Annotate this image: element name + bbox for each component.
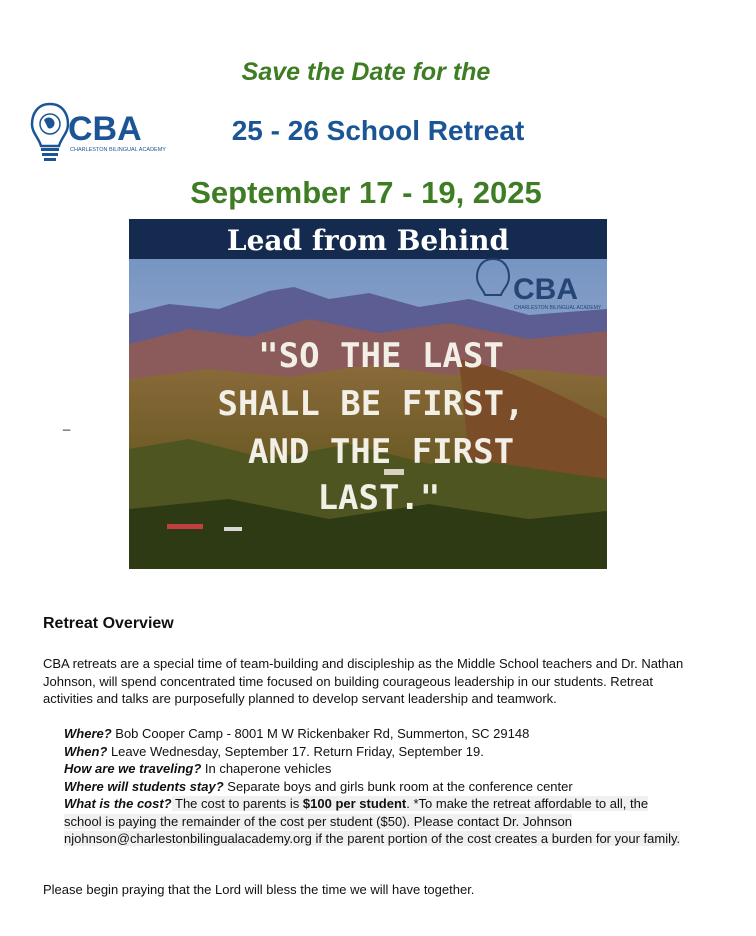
detail-where	[64, 725, 684, 743]
quote-line: AND THE FIRST	[247, 432, 515, 472]
header-line1: Save the Date for the	[241, 58, 491, 86]
svg-text:CBA: CBA	[513, 273, 578, 306]
when-value: Leave Wednesday, September 17. Return Friday, September 19.	[107, 743, 484, 759]
stay-label: Where will students stay?	[64, 778, 224, 794]
detail-when	[64, 743, 684, 761]
quote-line: SHALL BE FIRST,	[217, 384, 525, 424]
poster-banner-title: Lead from Behind	[226, 224, 510, 257]
closing-text: Please begin praying that the Lord will bless the time we will have together.	[43, 882, 475, 897]
stay-value: Separate boys and girls bunk room at the conference center	[223, 778, 573, 794]
header-line3: September 17 - 19, 2025	[190, 175, 542, 210]
quote-line: "SO THE LAST	[258, 336, 504, 376]
travel-label: How are we traveling?	[64, 761, 202, 776]
detail-stay	[64, 778, 684, 796]
detail-cost	[64, 795, 684, 848]
cost-amount: $100 per student	[302, 796, 407, 811]
stray-mark: _	[63, 416, 71, 431]
when-label: When?	[64, 743, 108, 759]
where-value: Bob Cooper Camp - 8001 M W Rickenbaker Rd, Summerton, SC 29148	[111, 726, 530, 741]
cost-details: . *To make the retreat affordable to all, the school is paying the remainder of the cost per student ($50). Please contact Dr. Johnson njohnson@charlestonbilingualacademy.org if the parent portion of the cost creates a burden for your family.	[64, 796, 681, 846]
detail-travel	[64, 760, 684, 778]
travel-value: In chaperone vehicles	[201, 761, 332, 776]
where-label: Where?	[64, 726, 112, 741]
cost-intro: The cost to parents is	[171, 796, 303, 811]
logo-subtitle: CHARLESTON BILINGUAL ACADEMY	[70, 147, 166, 153]
retreat-poster	[129, 219, 607, 569]
overview-paragraph: CBA retreats are a special time of team-building and discipleship as the Middle School teachers and Dr. Nathan Johnson, will spend concentrated time focused on building courageous leadership in our students. Retreat activities and talks are purposefully planned to develop servant leadership and teamwork.	[43, 656, 684, 706]
header-line2: 25 - 26 School Retreat	[231, 115, 525, 146]
details-list	[64, 725, 684, 848]
quote-line: LAST."	[317, 478, 441, 518]
cost-label: What is the cost?	[64, 796, 172, 811]
logo-letters: CBA	[68, 110, 142, 148]
svg-text:CHARLESTON BILINGUAL ACADEMY: CHARLESTON BILINGUAL ACADEMY	[514, 305, 602, 311]
section-title: Retreat Overview	[43, 615, 174, 632]
